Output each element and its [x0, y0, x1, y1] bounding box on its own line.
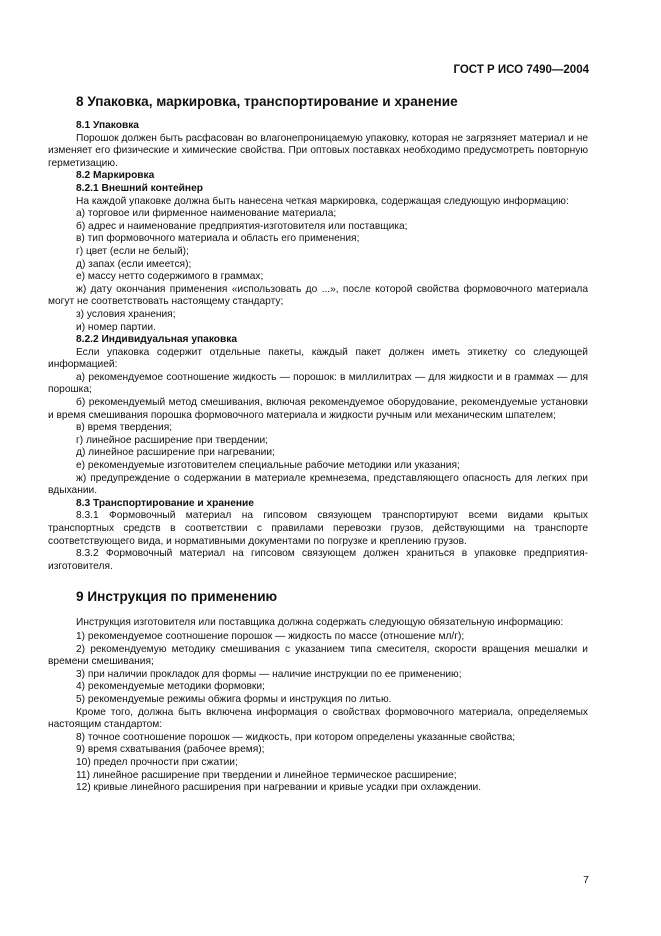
section-8-2-2-intro: Если упаковка содержит отдельные пакеты, каждый пакет должен иметь этикетку со следующей информацией: [48, 346, 588, 371]
list-item: 12) кривые линейного расширения при нагревании и кривые усадки при охлаждении. [76, 782, 482, 794]
list-item: е) массу нетто содержимого в граммах; [76, 271, 264, 283]
list-item: в) время твердения; [76, 422, 173, 434]
list-item: 3) при наличии прокладок для формы — наличие инструкции по ее применению; [76, 668, 462, 680]
section-8-1-text: Порошок должен быть расфасован во влагонепроницаемую упаковку, которая не загрязняет материал и не изменяет его физические и химические свойства. При оптовых поставках необходимо предусмотреть повторную герметизацию. [48, 132, 588, 169]
list-item: д) линейное расширение при нагревании; [76, 447, 275, 459]
list-item: 4) рекомендуемые методики формовки; [76, 681, 265, 693]
list-item: и) номер партии. [76, 321, 156, 333]
list-item: 11) линейное расширение при твердении и линейное термическое расширение; [76, 769, 457, 781]
section-8-heading: 8 Упаковка, маркировка, транспортирование и хранение [76, 94, 458, 109]
list-item: з) условия хранения; [76, 308, 176, 320]
section-8-2-heading: 8.2 Маркировка [76, 170, 155, 182]
section-9-intro: Инструкция изготовителя или поставщика должна содержать следующую обязательную информацию: [76, 617, 564, 629]
list-item: б) рекомендуемый метод смешивания, включая рекомендуемое оборудование, рекомендуемые установки и время смешивания порошка формовочного материала и жидкости ручным или механическим шпателем; [48, 397, 588, 421]
page-content [48, 94, 588, 795]
list-item: в) тип формовочного материала и область его применения; [76, 233, 360, 245]
section-8-3-2-text: 8.3.2 Формовочный материал на гипсовом связующем должен храниться в упаковке предприятия-изготовителя. [48, 548, 588, 572]
list-item: ж) дату окончания применения «использовать до ...», после которой свойства формовочного материала могут не соответствовать настоящему стандарту; [48, 283, 588, 308]
list-item: 8) точное соотношение порошок — жидкость, при котором определены указанные свойства; [76, 731, 516, 743]
list-item: 5) рекомендуемые режимы обжига формы и инструкция по литью. [76, 693, 392, 705]
list-item: ж) предупреждение о содержании в материале кремнезема, представляющего опасность для легких при вдыхании. [48, 472, 588, 497]
list-item: а) торговое или фирменное наименование материала; [76, 208, 337, 220]
section-8-2-1-intro: На каждой упаковке должна быть нанесена четкая маркировка, содержащая следующую информацию: [76, 195, 569, 207]
section-9-heading: 9 Инструкция по применению [76, 589, 278, 605]
page-number: 7 [583, 874, 589, 886]
list-item: е) рекомендуемые изготовителем специальные рабочие методики или указания; [76, 460, 460, 472]
list-item: 9) время схватывания (рабочее время); [76, 744, 265, 756]
section-8-2-2-heading: 8.2.2 Индивидуальная упаковка [76, 334, 238, 346]
list-item: 10) предел прочности при сжатии; [76, 756, 238, 768]
list-item: 1) рекомендуемое соотношение порошок — жидкость по массе (отношение мл/г); [76, 630, 465, 642]
list-item: г) цвет (если не белый); [76, 245, 189, 257]
list-item: б) адрес и наименование предприятия-изготовителя или поставщика; [76, 220, 408, 232]
list-item: 2) рекомендуемую методику смешивания с указанием типа смесителя, скорости вращения мешалки и времени смешивания; [48, 643, 588, 668]
list-item: а) рекомендуемое соотношение жидкость — порошок: в миллилитрах — для жидкости и в граммах — для порошка; [48, 371, 588, 396]
section-9-intro-2: Кроме того, должна быть включена информация о свойствах формовочного материала, определяемых настоящим стандартом: [48, 706, 588, 731]
section-8-3-1-text: 8.3.1 Формовочный материал на гипсовом связующем транспортируют всеми видами крытых транспортных средств в соответствии с правилами перевозки грузов, действующими на транспорте соответствующего вида, и нормативными документами по погрузке и креплению грузов. [48, 510, 588, 547]
document-id-header: ГОСТ Р ИСО 7490—2004 [453, 64, 589, 76]
section-8-3-heading: 8.3 Транспортирование и хранение [76, 497, 254, 509]
section-8-2-1-heading: 8.2.1 Внешний контейнер [76, 182, 203, 194]
section-8-1-heading: 8.1 Упаковка [76, 120, 139, 131]
list-item: д) запах (если имеется); [76, 258, 192, 270]
list-item: г) линейное расширение при твердении; [76, 434, 268, 446]
